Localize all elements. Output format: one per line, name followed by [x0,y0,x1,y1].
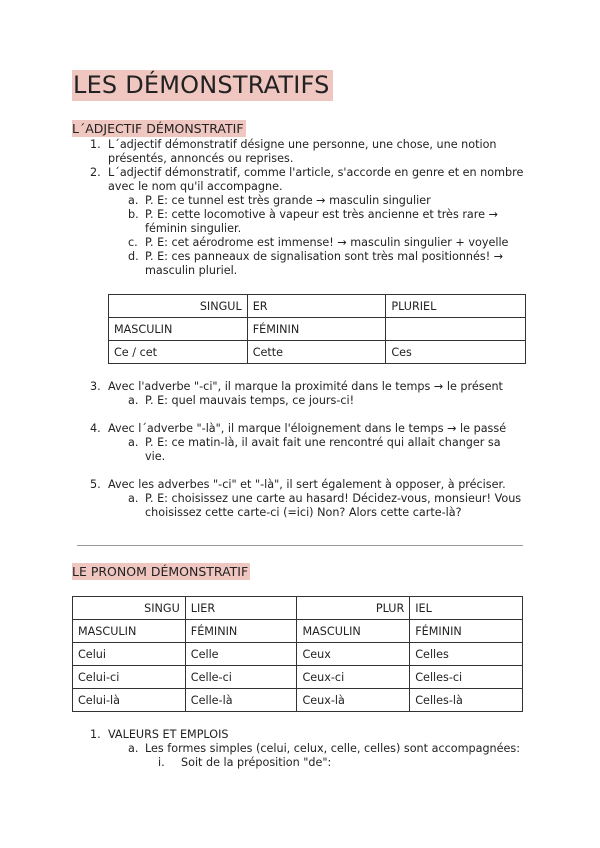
table-row [109,341,526,364]
table-cell: MASCULIN [297,620,410,643]
table-cell: Celui [73,643,186,666]
example-text: vie. [145,450,166,463]
table-row [73,689,523,712]
horizontal-divider [77,545,523,546]
page-title: LES DÉMONSTRATIFS [72,70,333,101]
table-cell: Cette [247,341,386,364]
list-item-text: présentés, annoncés ou reprises. [108,152,294,165]
table-cell: Ceux-là [297,689,410,712]
table-cell: FÉMININ [185,620,297,643]
example-text: choisissez cette carte-ci (=ici) Non? Alors cette carte-là? [145,506,462,519]
example-text: masculin pluriel. [145,264,238,277]
sub-letter: a. [128,436,139,449]
list-item-text: avec le nom qu'il accompagne. [108,180,283,193]
table-row [109,295,526,318]
table-cell: SINGUL [109,295,248,318]
example-text: P. E: ces panneaux de signalisation sont très mal positionnés! → [145,250,504,263]
table-cell: Celles-ci [410,666,523,689]
sub-letter: a. [128,492,139,505]
table-cell: Ces [386,341,526,364]
section-heading-adjectif: L´ADJECTIF DÉMONSTRATIF [72,121,244,136]
table-cell: Ce / cet [109,341,248,364]
list-number: 3. [90,380,101,393]
example-text: Soit de la préposition "de": [181,756,332,769]
sub-roman: i. [158,756,165,769]
example-text: P. E: cette locomotive à vapeur est très ancienne et très rare → [145,208,498,221]
example-text: féminin singulier. [145,222,242,235]
table-cell: Celui-là [73,689,186,712]
table-cell: SINGU [73,597,186,620]
list-number: 5. [90,478,101,491]
list-number: 1. [90,138,101,151]
example-text: P. E: ce tunnel est très grande → masculin singulier [145,194,431,207]
table-cell: Celle-là [185,689,297,712]
section-heading-pronom: LE PRONOM DÉMONSTRATIF [72,564,249,579]
example-text: P. E: quel mauvais temps, ce jours-ci! [145,394,355,407]
sub-letter: b. [128,208,139,221]
table-cell: PLUR [297,597,410,620]
example-text: P. E: cet aérodrome est immense! → masculin singulier + voyelle [145,236,509,249]
example-text: P. E: ce matin-là, il avait fait une rencontré qui allait changer sa [145,436,501,449]
table-cell: ER [247,295,386,318]
list-item-text: L´adjectif démonstratif désigne une personne, une chose, une notion [108,138,497,151]
list-item-text: Avec les adverbes "-ci" et "-là", il sert également à opposer, à préciser. [108,478,506,491]
pronom-table [72,596,523,712]
table-row [73,620,523,643]
sub-letter: a. [128,742,139,755]
table-cell: MASCULIN [109,318,248,341]
example-text: Les formes simples (celui, celux, celle, celles) sont accompagnées: [145,742,520,755]
sub-letter: d. [128,250,139,263]
table-cell: IEL [410,597,523,620]
table-cell [386,318,526,341]
list-number: 4. [90,422,101,435]
table-cell: Ceux [297,643,410,666]
sub-letter: a. [128,394,139,407]
adjectif-table [108,294,526,364]
sub-letter: c. [128,236,138,249]
list-item-text: L´adjectif démonstratif, comme l'article, s'accorde en genre et en nombre [108,166,524,179]
table-row [73,643,523,666]
list-item-text: VALEURS ET EMPLOIS [108,728,229,741]
example-text: P. E: choisissez une carte au hasard! Décidez-vous, monsieur! Vous [145,492,522,505]
table-cell: Celles [410,643,523,666]
list-item-text: Avec l'adverbe "-ci", il marque la proximité dans le temps → le présent [108,380,503,393]
table-row [73,597,523,620]
table-cell: MASCULIN [73,620,186,643]
list-item-text: Avec l´adverbe "-là", il marque l'éloignement dans le temps → le passé [108,422,507,435]
table-cell: Ceux-ci [297,666,410,689]
table-cell: FÉMININ [410,620,523,643]
sub-letter: a. [128,194,139,207]
table-cell: Celle [185,643,297,666]
list-number: 2. [90,166,101,179]
table-row [109,318,526,341]
table-cell: PLURIEL [386,295,526,318]
table-cell: LIER [185,597,297,620]
table-cell: Celles-là [410,689,523,712]
table-row [73,666,523,689]
list-number: 1. [90,728,101,741]
table-cell: Celui-ci [73,666,186,689]
table-cell: FÉMININ [247,318,386,341]
table-cell: Celle-ci [185,666,297,689]
